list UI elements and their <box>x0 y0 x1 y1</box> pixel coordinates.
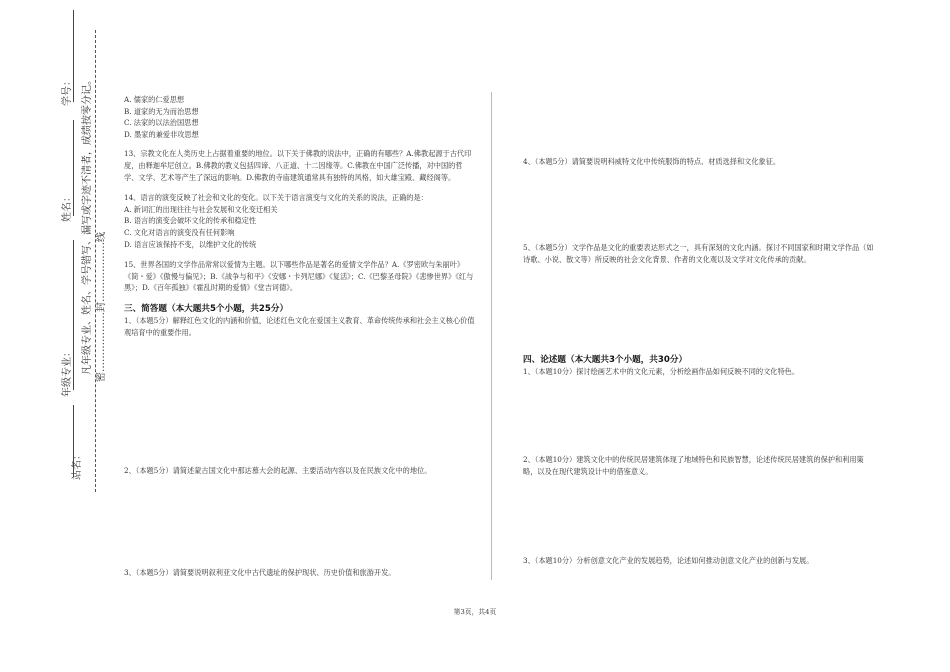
section-3-title: 三、简答题（本大题共5个小题，共25分） <box>124 303 289 314</box>
name-label: 姓名： <box>62 192 73 222</box>
q12-option-b: B. 道家的无为而治思想 <box>124 106 199 116</box>
q14-option-a: A. 新词汇的出现往往与社会发展和文化变迁相关 <box>124 204 278 214</box>
left-column <box>124 94 476 338</box>
student-id-label: 学号： <box>62 76 73 106</box>
q14-option-c: C. 文化对语言的演变没有任何影响 <box>124 227 235 237</box>
short-answer-1: 1、（本题5分）解释红色文化的内涵和价值，论述红色文化在爱国主义教育、革命传统传承和社会主义核心价值观培育中的重要作用。 <box>124 315 475 337</box>
q12-option-a: A. 儒家的仁爱思想 <box>124 95 185 104</box>
q12-option-c: C. 法家的以法治国思想 <box>124 118 199 128</box>
grade-major-line <box>73 240 74 390</box>
short-answer-2: 2、（本题5分）请简述蒙古国文化中那达慕大会的起源、主要活动内容以及在民族文化中的地位。 <box>124 466 432 475</box>
name-line <box>73 120 74 216</box>
q12-option-d: D. 墨家的兼爱非攻思想 <box>124 129 199 139</box>
essay-3: 3、（本题10分）分析创意文化产业的发展趋势，论述如何推动创意文化产业的创新与发展。 <box>523 556 814 565</box>
page-number: 第3页，共4页 <box>453 608 497 616</box>
short-answer-3: 3、（本题5分）请简要说明叙利亚文化中古代遗址的保护现状、历史价值和旅游开发。 <box>124 568 396 577</box>
column-divider <box>491 92 492 580</box>
essay-2: 2、（本题10分）建筑文化中的传统民居建筑体现了地域特色和民族智慧，论述传统民居建筑的保护和利用策略，以及在现代建筑设计中的借鉴意义。 <box>523 455 864 476</box>
q14-option-d: D. 语言应该保持不变，以维护文化的传统 <box>124 239 257 249</box>
short-answer-4: 4、（本题5分）请简要说明科威特文化中传统服饰的特点、材质选择和文化象征。 <box>523 157 781 166</box>
question-14: 14、语言的演变反映了社会和文化的变化。以下关于语言演变与文化的关系的说法，正确的是： <box>124 193 428 203</box>
school-line <box>73 405 74 477</box>
question-13: 13、宗教文化在人类历史上占据着重要的地位。以下关于佛教的说法中，正确的有哪些？A.佛教起源于古代印度，由释迦牟尼创立。B.佛教的教义包括四谛、八正道、十二因缘等。C.佛教在中国广泛传播，对中国的哲学、文学、艺术等产生了深远的影响。D.佛教的寺庙建筑通常具有独特的风格，如大雄宝殿、藏经阁等。 <box>124 149 472 182</box>
question-15: 15、世界各国的文学作品常常以爱情为主题。以下哪些作品是著名的爱情文学作品？A.《罗密欧与朱丽叶》《简・爱》《傲慢与偏见》；B.《战争与和平》《安娜・卡列尼娜》《复活》；C.《巴黎圣母院》《悲惨世界》《红与黑》；D.《百年孤独》《霍乱时期的爱情》《堂吉诃德》。 <box>124 260 474 293</box>
short-answer-5: 5、（本题5分）文学作品是文化的重要表达形式之一，具有深刻的文化内涵。探讨不同国家和时期文学作品（如诗歌、小说、散文等）所反映的社会文化背景、作者的文化观以及文学对文化传承的贡献。 <box>523 243 874 264</box>
seal-dashed-line <box>95 30 96 492</box>
seal-line-text: 密………………封………………线 <box>96 232 107 382</box>
grade-major-label: 年级专业： <box>62 347 73 397</box>
school-label: 站名： <box>72 450 83 480</box>
essay-1: 1、（本题10分）探讨绘画艺术中的文化元素，分析绘画作品如何反映不同的文化特色。 <box>523 367 800 376</box>
section-4-block <box>523 354 875 378</box>
student-id-line <box>73 10 74 102</box>
warning-text: 凡年级专业、姓名、学号错写、漏写或字迹不清者，成绩按零分记。 <box>82 75 93 375</box>
section-4-title: 四、论述题（本大题共3个小题，共30分） <box>523 355 688 365</box>
q14-option-b: B. 语言的演变会破坏文化的传承和稳定性 <box>124 216 257 226</box>
